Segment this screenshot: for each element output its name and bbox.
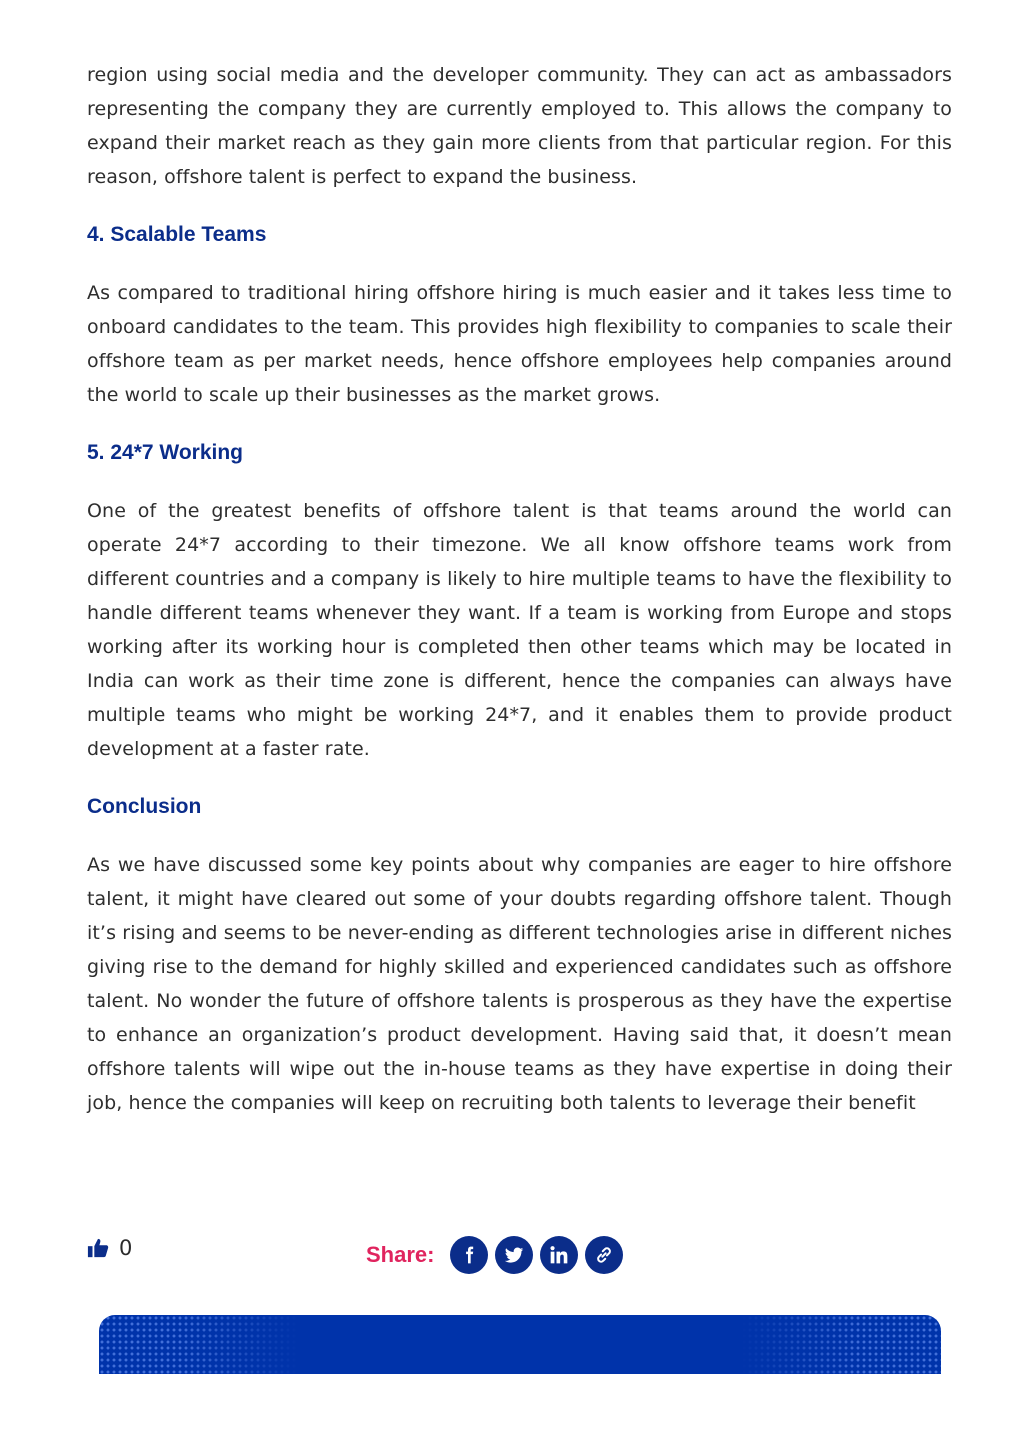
share-label: Share: <box>366 1242 435 1267</box>
like-button[interactable] <box>87 1234 132 1262</box>
section-heading-conclusion: Conclusion <box>87 795 202 818</box>
share-bar <box>366 1236 630 1274</box>
thumbs-up-icon <box>87 1237 109 1259</box>
section-heading-scalable-teams: 4. Scalable Teams <box>87 223 267 246</box>
facebook-icon[interactable] <box>450 1236 488 1274</box>
link-icon[interactable] <box>585 1236 623 1274</box>
section-body-scalable-teams: As compared to traditional hiring offshore hiring is much easier and it takes less time to onboard candidates to the team. This provides high flexibility to companies to scale their offshore team as per market needs, hence offshore employees help companies around the world to scale up their businesses as the market grows. <box>87 282 952 406</box>
footer-banner <box>99 1315 941 1374</box>
section-heading-24-7-working: 5. 24*7 Working <box>87 441 244 464</box>
twitter-icon[interactable] <box>495 1236 533 1274</box>
banner-dot-pattern-left <box>99 1315 299 1374</box>
article-footer <box>87 1234 687 1274</box>
section-body-conclusion: As we have discussed some key points about why companies are eager to hire offshore talent, it might have cleared out some of your doubts regarding offshore talent. Though it’s rising and seems to be never-ending as different technologies arise in different niches giving rise to the demand for highly skilled and experienced candidates such as offshore talent. No wonder the future of offshore talents is prosperous as they have the expertise to enhance an organization’s product development. Having said that, it doesn’t mean offshore talents will wipe out the in-house teams as they have expertise in doing their job, hence the companies will keep on recruiting both talents to leverage their benefit <box>87 854 952 1114</box>
linkedin-icon[interactable] <box>540 1236 578 1274</box>
article-body <box>87 58 952 1144</box>
intro-paragraph: region using social media and the developer community. They can act as ambassadors representing the company they are currently employed to. This allows the company to expand their market reach as they gain more clients from that particular region. For this reason, offshore talent is perfect to expand the business. <box>87 64 952 188</box>
like-count: 0 <box>119 1236 133 1260</box>
section-body-24-7-working: One of the greatest benefits of offshore talent is that teams around the world can operate 24*7 according to their timezone. We all know offshore teams work from different countries and a company is likely to hire multiple teams to have the flexibility to handle different teams whenever they want. If a team is working from Europe and stops working after its working hour is completed then other teams which may be located in India can work as their time zone is different, hence the companies can always have multiple teams who might be working 24*7, and it enables them to provide product development at a faster rate. <box>87 500 952 760</box>
banner-dot-pattern-right <box>741 1315 941 1374</box>
